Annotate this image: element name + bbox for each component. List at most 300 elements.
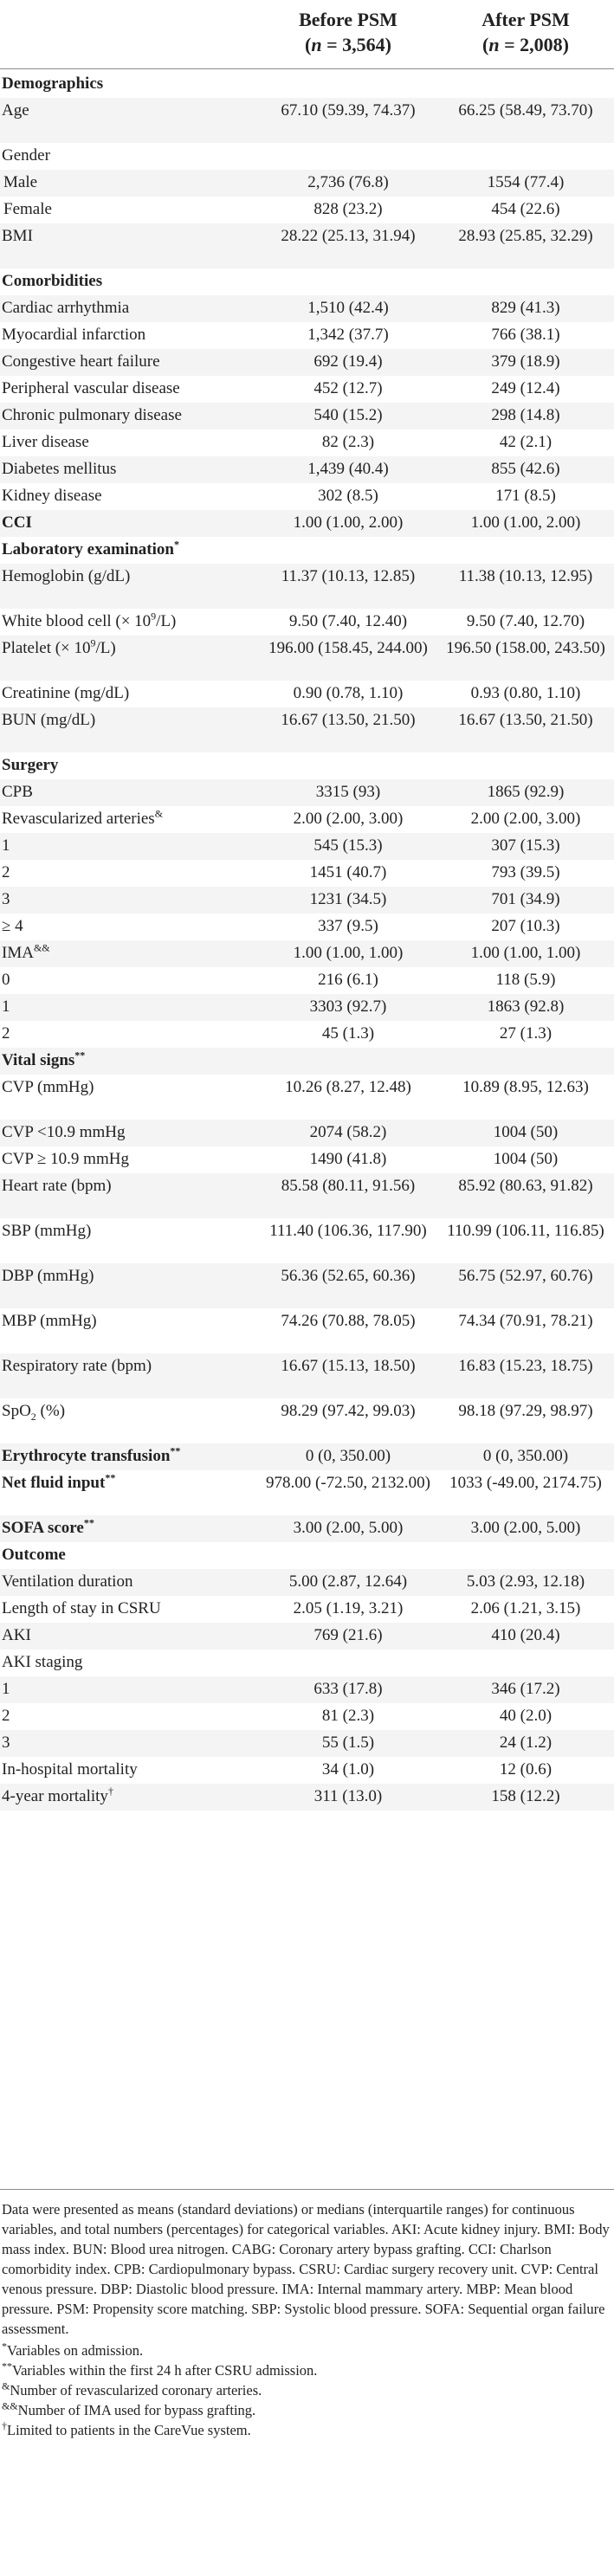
table-row	[0, 1308, 614, 1353]
table-row	[0, 1021, 614, 1048]
label-text: Chronic pulmonary disease	[2, 406, 182, 424]
after-psm-value: 701 (34.9)	[491, 890, 560, 908]
label-text: White blood cell (× 10	[2, 612, 152, 630]
section-heading	[2, 511, 32, 535]
label-text: AKI staging	[2, 1653, 83, 1671]
section-row	[0, 1048, 614, 1075]
after-psm-value: 74.34 (70.91, 78.21)	[458, 1312, 593, 1330]
before-psm-value: 2074 (58.2)	[309, 1123, 387, 1141]
after-psm-value: 2.00 (2.00, 3.00)	[470, 810, 581, 828]
variable-label	[2, 1354, 152, 1378]
label-text: SOFA score	[2, 1519, 84, 1537]
table-row	[0, 403, 614, 429]
section-row	[0, 1542, 614, 1569]
before-psm-value: 3315 (93)	[315, 783, 381, 801]
variable-label	[2, 1570, 132, 1594]
after-psm-value: 454 (22.6)	[491, 200, 560, 218]
after-psm-value: 766 (38.1)	[491, 326, 560, 344]
label-text: Creatinine (mg/dL)	[2, 684, 130, 702]
label-text: Revascularized arteries	[2, 810, 155, 828]
n-label: n	[488, 34, 500, 55]
before-psm-value: 81 (2.3)	[321, 1707, 375, 1725]
after-psm-value: 110.99 (106.11, 116.85)	[447, 1222, 604, 1240]
after-psm-value: 298 (14.8)	[491, 406, 560, 424]
after-psm-value: 16.83 (15.23, 18.75)	[458, 1357, 593, 1375]
variable-label	[2, 968, 10, 992]
label-text: AKI	[2, 1626, 31, 1644]
table-row	[0, 1398, 614, 1443]
variable-label	[2, 807, 163, 831]
after-psm-value: 11.38 (10.13, 12.95)	[458, 567, 593, 585]
variable-label	[2, 1022, 10, 1046]
variable-label	[2, 457, 116, 481]
footnote-mark: &	[2, 2379, 10, 2392]
label-text: Congestive heart failure	[2, 352, 160, 371]
footnote-mark: †	[2, 2419, 7, 2432]
table-row	[0, 1263, 614, 1308]
after-psm-value: 249 (12.4)	[491, 379, 560, 397]
after-psm-value: 1033 (-49.00, 2174.75)	[449, 1474, 602, 1492]
after-psm-value: 42 (2.1)	[499, 433, 553, 451]
before-psm-value: 1.00 (1.00, 2.00)	[293, 513, 404, 532]
label-text: Hemoglobin (g/dL)	[2, 567, 131, 585]
variable-label	[2, 780, 33, 804]
after-psm-value: 158 (12.2)	[491, 1787, 560, 1805]
after-psm-value: 1863 (92.8)	[487, 997, 565, 1016]
table-row	[0, 806, 614, 833]
label-text: Demographics	[2, 74, 104, 93]
label-text: Net fluid input	[2, 1474, 106, 1492]
n-value: = 2,008)	[499, 34, 569, 55]
before-psm-value: 1.00 (1.00, 1.00)	[293, 944, 404, 962]
after-psm-value: 118 (5.9)	[495, 971, 556, 989]
before-psm-value: 3.00 (2.00, 5.00)	[293, 1519, 404, 1537]
after-psm-value: 1.00 (1.00, 2.00)	[470, 513, 581, 532]
before-psm-value: 82 (2.3)	[321, 433, 375, 451]
table-row	[0, 1173, 614, 1218]
table-row	[0, 967, 614, 994]
before-psm-value: 1451 (40.7)	[309, 863, 387, 881]
section-row	[0, 1515, 614, 1542]
before-psm-value: 28.22 (25.13, 31.94)	[281, 227, 416, 245]
after-psm-value: 16.67 (13.50, 21.50)	[458, 711, 593, 729]
footnote-mark: †	[107, 1785, 113, 1798]
label-text: 3	[2, 890, 10, 908]
variable-label	[2, 224, 33, 249]
before-psm-value: 16.67 (15.13, 18.50)	[281, 1357, 416, 1375]
section-row	[0, 537, 614, 564]
label-text: Myocardial infarction	[2, 326, 146, 344]
section-row	[0, 71, 614, 98]
label-text: 4-year mortality	[2, 1787, 108, 1805]
footnote-mark: &	[154, 807, 164, 820]
variable-label	[2, 861, 10, 885]
after-psm-value: 1.00 (1.00, 1.00)	[470, 944, 581, 962]
table-header	[0, 0, 614, 69]
after-psm-value: 0 (0, 350.00)	[482, 1447, 569, 1465]
table-footnotes	[2, 2199, 610, 2440]
after-psm-value: 307 (15.3)	[491, 836, 560, 855]
before-psm-value: 3303 (92.7)	[309, 997, 387, 1016]
after-psm-value: 66.25 (58.49, 73.70)	[458, 101, 593, 119]
table-row	[0, 994, 614, 1021]
footnote-mark: 9	[151, 610, 157, 623]
variable-label	[2, 1219, 91, 1243]
table-row	[0, 1650, 614, 1676]
before-psm-value: 56.36 (52.65, 60.36)	[281, 1267, 416, 1285]
before-psm-value: 85.58 (80.11, 91.56)	[281, 1177, 416, 1195]
after-psm-column-header	[439, 7, 612, 57]
after-psm-value: 9.50 (7.40, 12.70)	[466, 612, 585, 630]
label-text: MBP (mmHg)	[2, 1312, 97, 1330]
label-text: Length of stay in CSRU	[2, 1599, 161, 1617]
footnote-text: Number of revascularized coronary arteries.	[10, 2382, 262, 2398]
footnote-mark: **	[170, 1444, 181, 1457]
variable-label	[2, 610, 176, 634]
label-text: 1	[2, 836, 10, 855]
label-text: Female	[3, 200, 52, 218]
section-heading	[2, 1049, 85, 1073]
variable-label	[2, 1677, 10, 1701]
label-text: Laboratory examination	[2, 540, 174, 558]
table-row	[0, 779, 614, 806]
before-psm-value: 545 (15.3)	[313, 836, 383, 855]
label-text: Age	[2, 101, 29, 119]
before-psm-value: 769 (21.6)	[313, 1626, 383, 1644]
table-row	[0, 564, 614, 609]
table-row	[0, 1120, 614, 1146]
before-psm-value: 692 (19.4)	[313, 352, 383, 371]
variable-label	[2, 377, 180, 401]
footnote-item	[2, 2380, 610, 2400]
table-row	[0, 483, 614, 510]
after-psm-value: 56.75 (52.97, 60.76)	[458, 1267, 593, 1285]
after-psm-value: 829 (41.3)	[491, 299, 560, 317]
after-psm-value: 1554 (77.4)	[487, 173, 565, 191]
section-heading	[2, 1444, 180, 1469]
before-psm-value: 1,510 (42.4)	[307, 299, 389, 317]
section-row	[0, 510, 614, 537]
label-text: Vital signs	[2, 1051, 75, 1069]
before-psm-value: 5.00 (2.87, 12.64)	[288, 1572, 408, 1591]
after-psm-value: 379 (18.9)	[491, 352, 560, 371]
label-text: SpO	[2, 1402, 31, 1420]
before-psm-value: 34 (1.0)	[321, 1760, 375, 1779]
after-psm-value: 196.50 (158.00, 243.50)	[446, 639, 605, 657]
variable-label	[2, 1758, 138, 1782]
variable-label	[2, 1147, 129, 1172]
variable-label	[2, 350, 160, 374]
label-text: In-hospital mortality	[2, 1760, 138, 1779]
label-text: 3	[2, 1733, 10, 1752]
section-heading	[2, 1471, 115, 1495]
before-psm-value: 55 (1.5)	[321, 1733, 375, 1752]
section-heading	[2, 1543, 66, 1567]
label-text: 1	[2, 997, 10, 1016]
section-row	[0, 752, 614, 779]
before-psm-value: 216 (6.1)	[318, 971, 378, 989]
label-text: CVP <10.9 mmHg	[2, 1123, 126, 1141]
before-psm-value: 1490 (41.8)	[309, 1150, 387, 1168]
before-psm-value: 1,439 (40.4)	[307, 460, 389, 478]
before-psm-value: 2.05 (1.19, 3.21)	[293, 1599, 404, 1617]
header-rule	[0, 68, 614, 69]
after-psm-value: 2.06 (1.21, 3.15)	[470, 1599, 581, 1617]
n-value: = 3,564)	[321, 34, 391, 55]
variable-label	[3, 197, 52, 222]
label-text: 1	[2, 1680, 10, 1698]
variable-label	[2, 636, 116, 661]
variable-label	[2, 681, 129, 706]
label-text: IMA	[2, 944, 34, 962]
label-text: Male	[3, 173, 38, 191]
after-psm-value: 793 (39.5)	[491, 863, 560, 881]
table-row	[0, 1676, 614, 1703]
table-row	[0, 456, 614, 483]
before-psm-title: Before PSM	[299, 9, 397, 30]
footnote-item	[2, 2340, 610, 2360]
variable-label	[2, 323, 145, 347]
table-row	[0, 1218, 614, 1263]
label-text: ≥ 4	[2, 917, 23, 935]
label-text: Kidney disease	[2, 487, 102, 505]
after-psm-value: 1004 (50)	[493, 1123, 559, 1141]
after-psm-value: 1865 (92.9)	[487, 783, 565, 801]
variable-label	[2, 565, 130, 589]
label-text: Comorbidities	[2, 272, 103, 290]
after-psm-title: After PSM	[482, 9, 570, 30]
table-row	[0, 98, 614, 143]
section-row	[0, 268, 614, 295]
after-psm-value: 12 (0.6)	[499, 1760, 553, 1779]
after-psm-value: 5.03 (2.93, 12.18)	[466, 1572, 585, 1591]
table-row	[0, 1596, 614, 1623]
before-psm-value: 540 (15.2)	[313, 406, 383, 424]
before-psm-value: 98.29 (97.42, 99.03)	[281, 1402, 416, 1420]
table-row	[0, 1353, 614, 1398]
section-heading	[2, 538, 179, 562]
table-row	[0, 295, 614, 322]
footnote-text: Variables within the first 24 h after CSRU admission.	[12, 2362, 318, 2379]
table-row	[0, 860, 614, 887]
section-heading	[2, 269, 102, 294]
after-psm-value: 40 (2.0)	[499, 1707, 553, 1725]
label-text: 0	[2, 971, 10, 989]
variable-label	[2, 1785, 113, 1809]
footnote-abbreviations: Data were presented as means (standard deviations) or medians (interquartile ranges) for continuous variables, and total numbers (percentages) for categorical variables. AKI: Acute kidney injury. BMI: Body mass index. BUN: Blood urea nitrogen. CABG: Coronary artery bypass grafting. CCI: Charlson comorbidity index. CPB: Cardiopulmonary bypass. CSRU: Cardiac surgery recovery unit. CVP: Central venous pressure. DBP: Diastolic blood pressure. IMA: Internal mammary artery. MBP: Mean blood pressure. PSM: Propensity score matching. SBP: Systolic blood pressure. SOFA: Sequential organ failure assessment.	[2, 2201, 610, 2337]
before-psm-value: 74.26 (70.88, 78.05)	[281, 1312, 416, 1330]
variable-label	[2, 1624, 31, 1648]
label-text: Cardiac arrhythmia	[2, 299, 130, 317]
label-text: Ventilation duration	[2, 1572, 133, 1591]
table-row	[0, 833, 614, 860]
before-psm-value: 0.90 (0.78, 1.10)	[293, 684, 404, 702]
before-psm-value: 452 (12.7)	[313, 379, 383, 397]
label-text: Respiratory rate (bpm)	[2, 1357, 152, 1375]
variable-label	[2, 484, 102, 508]
before-psm-value: 311 (13.0)	[313, 1787, 383, 1805]
after-psm-value: 1004 (50)	[493, 1150, 559, 1168]
table-row	[0, 1075, 614, 1120]
after-psm-value: 98.18 (97.29, 98.97)	[458, 1402, 593, 1420]
label-text: Surgery	[2, 756, 59, 774]
footnote-mark: *	[2, 2340, 7, 2353]
after-psm-value: 855 (42.6)	[491, 460, 560, 478]
footnote-list	[2, 2340, 610, 2440]
after-psm-value: 24 (1.2)	[499, 1733, 553, 1752]
footnote-text: Variables on admission.	[7, 2342, 144, 2359]
label-text: 2	[2, 1024, 10, 1043]
footnote-text: Limited to patients in the CareVue system.	[7, 2422, 251, 2438]
table-row	[0, 322, 614, 349]
section-row	[0, 1443, 614, 1470]
before-psm-value: 828 (23.2)	[313, 200, 383, 218]
label-tail: /L)	[156, 612, 177, 630]
footnote-mark: &&	[2, 2399, 18, 2412]
label-text: 2	[2, 1707, 10, 1725]
variable-label	[2, 1597, 161, 1621]
after-psm-value: 3.00 (2.00, 5.00)	[470, 1519, 581, 1537]
before-psm-value: 2.00 (2.00, 3.00)	[293, 810, 404, 828]
table-row	[0, 197, 614, 223]
label-text: CVP (mmHg)	[2, 1078, 94, 1096]
label-tail: /L)	[95, 639, 116, 657]
table-row	[0, 1703, 614, 1730]
before-psm-value: 1231 (34.5)	[309, 890, 387, 908]
before-psm-value: 978.00 (-72.50, 2132.00)	[266, 1474, 430, 1492]
label-text: SBP (mmHg)	[2, 1222, 92, 1240]
footnote-mark: &&	[33, 941, 50, 954]
variable-label	[2, 914, 23, 939]
before-psm-value: 9.50 (7.40, 12.40)	[288, 612, 408, 630]
bottom-rule	[0, 2189, 614, 2190]
label-text: Heart rate (bpm)	[2, 1177, 112, 1195]
table-row	[0, 1730, 614, 1757]
before-psm-sample-size: (n = 3,564)	[305, 34, 391, 55]
table-row	[0, 1757, 614, 1784]
before-psm-value: 111.40 (106.36, 117.90)	[269, 1222, 427, 1240]
footnote-item	[2, 2360, 610, 2380]
before-psm-value: 633 (17.8)	[313, 1680, 383, 1698]
table-row	[0, 609, 614, 636]
label-text: BMI	[2, 227, 33, 245]
variable-label	[2, 708, 95, 733]
before-psm-value: 337 (9.5)	[318, 917, 378, 935]
section-heading	[2, 1516, 94, 1540]
footnote-mark: **	[83, 1516, 94, 1529]
label-text: Liver disease	[2, 433, 89, 451]
before-psm-value: 11.37 (10.13, 12.85)	[281, 567, 416, 585]
footnote-text: Number of IMA used for bypass grafting.	[17, 2402, 256, 2418]
table-row	[0, 940, 614, 967]
before-psm-value: 196.00 (158.45, 244.00)	[268, 639, 428, 657]
footnote-item	[2, 2400, 610, 2420]
table-row	[0, 170, 614, 197]
table-row	[0, 1623, 614, 1650]
table-row	[0, 429, 614, 456]
label-text: Erythrocyte transfusion	[2, 1447, 171, 1465]
before-psm-value: 1,342 (37.7)	[307, 326, 389, 344]
subscript: 2	[30, 1410, 36, 1423]
variable-label	[2, 1075, 94, 1100]
label-text: Diabetes mellitus	[2, 460, 117, 478]
footnote-mark: **	[2, 2360, 12, 2373]
before-psm-value: 16.67 (13.50, 21.50)	[281, 711, 416, 729]
variable-label	[2, 1704, 10, 1728]
variable-label	[2, 995, 10, 1019]
label-text: BUN (mg/dL)	[2, 711, 96, 729]
after-psm-value: 410 (20.4)	[491, 1626, 560, 1644]
variable-label	[2, 888, 10, 912]
table-row	[0, 707, 614, 752]
after-psm-value: 85.92 (80.63, 91.82)	[458, 1177, 593, 1195]
variable-label	[2, 1731, 10, 1755]
label-text: Gender	[2, 146, 50, 165]
after-psm-value: 207 (10.3)	[491, 917, 560, 935]
after-psm-value: 346 (17.2)	[491, 1680, 560, 1698]
before-psm-value: 0 (0, 350.00)	[305, 1447, 391, 1465]
variable-label	[2, 834, 10, 858]
variable-label	[2, 1399, 65, 1424]
after-psm-sample-size: (n = 2,008)	[482, 34, 569, 55]
table-row	[0, 887, 614, 914]
footnote-mark: **	[105, 1471, 116, 1484]
before-psm-value: 45 (1.3)	[321, 1024, 375, 1043]
variable-label	[2, 941, 50, 965]
table-row	[0, 1569, 614, 1596]
variable-label	[2, 296, 129, 320]
table-row	[0, 376, 614, 403]
before-psm-value: 67.10 (59.39, 74.37)	[281, 101, 416, 119]
footnote-mark: *	[173, 538, 179, 551]
table-row	[0, 681, 614, 707]
variable-label	[3, 171, 37, 195]
variable-label	[2, 1309, 97, 1333]
label-text: Outcome	[2, 1546, 66, 1564]
table-row	[0, 1146, 614, 1173]
section-heading	[2, 753, 58, 778]
after-psm-value: 27 (1.3)	[499, 1024, 553, 1043]
table-row	[0, 1784, 614, 1811]
label-text: 2	[2, 863, 10, 881]
table-row	[0, 914, 614, 940]
footnote-mark: 9	[90, 636, 96, 649]
footnote-mark: **	[74, 1049, 86, 1062]
before-psm-value: 2,736 (76.8)	[307, 173, 389, 191]
after-psm-value: 10.89 (8.95, 12.63)	[462, 1078, 589, 1096]
variable-label	[2, 404, 182, 428]
label-text: Peripheral vascular disease	[2, 379, 180, 397]
after-psm-value: 171 (8.5)	[495, 487, 556, 505]
after-psm-value: 28.93 (25.85, 32.29)	[458, 227, 593, 245]
section-heading	[2, 72, 103, 96]
table-row	[0, 143, 614, 170]
label-text: Platelet (× 10	[2, 639, 91, 657]
before-psm-value: 10.26 (8.27, 12.48)	[285, 1078, 411, 1096]
variable-label	[2, 1264, 94, 1288]
variable-label	[2, 99, 29, 123]
table-row	[0, 636, 614, 681]
footnote-item	[2, 2420, 610, 2440]
label-text: CPB	[2, 783, 33, 801]
table-row	[0, 223, 614, 268]
before-psm-column-header	[262, 7, 435, 57]
variable-label	[2, 1650, 82, 1675]
label-text: CVP ≥ 10.9 mmHg	[2, 1150, 129, 1168]
table-row	[0, 349, 614, 376]
after-psm-value: 0.93 (0.80, 1.10)	[470, 684, 581, 702]
label-tail: (%)	[36, 1402, 66, 1420]
